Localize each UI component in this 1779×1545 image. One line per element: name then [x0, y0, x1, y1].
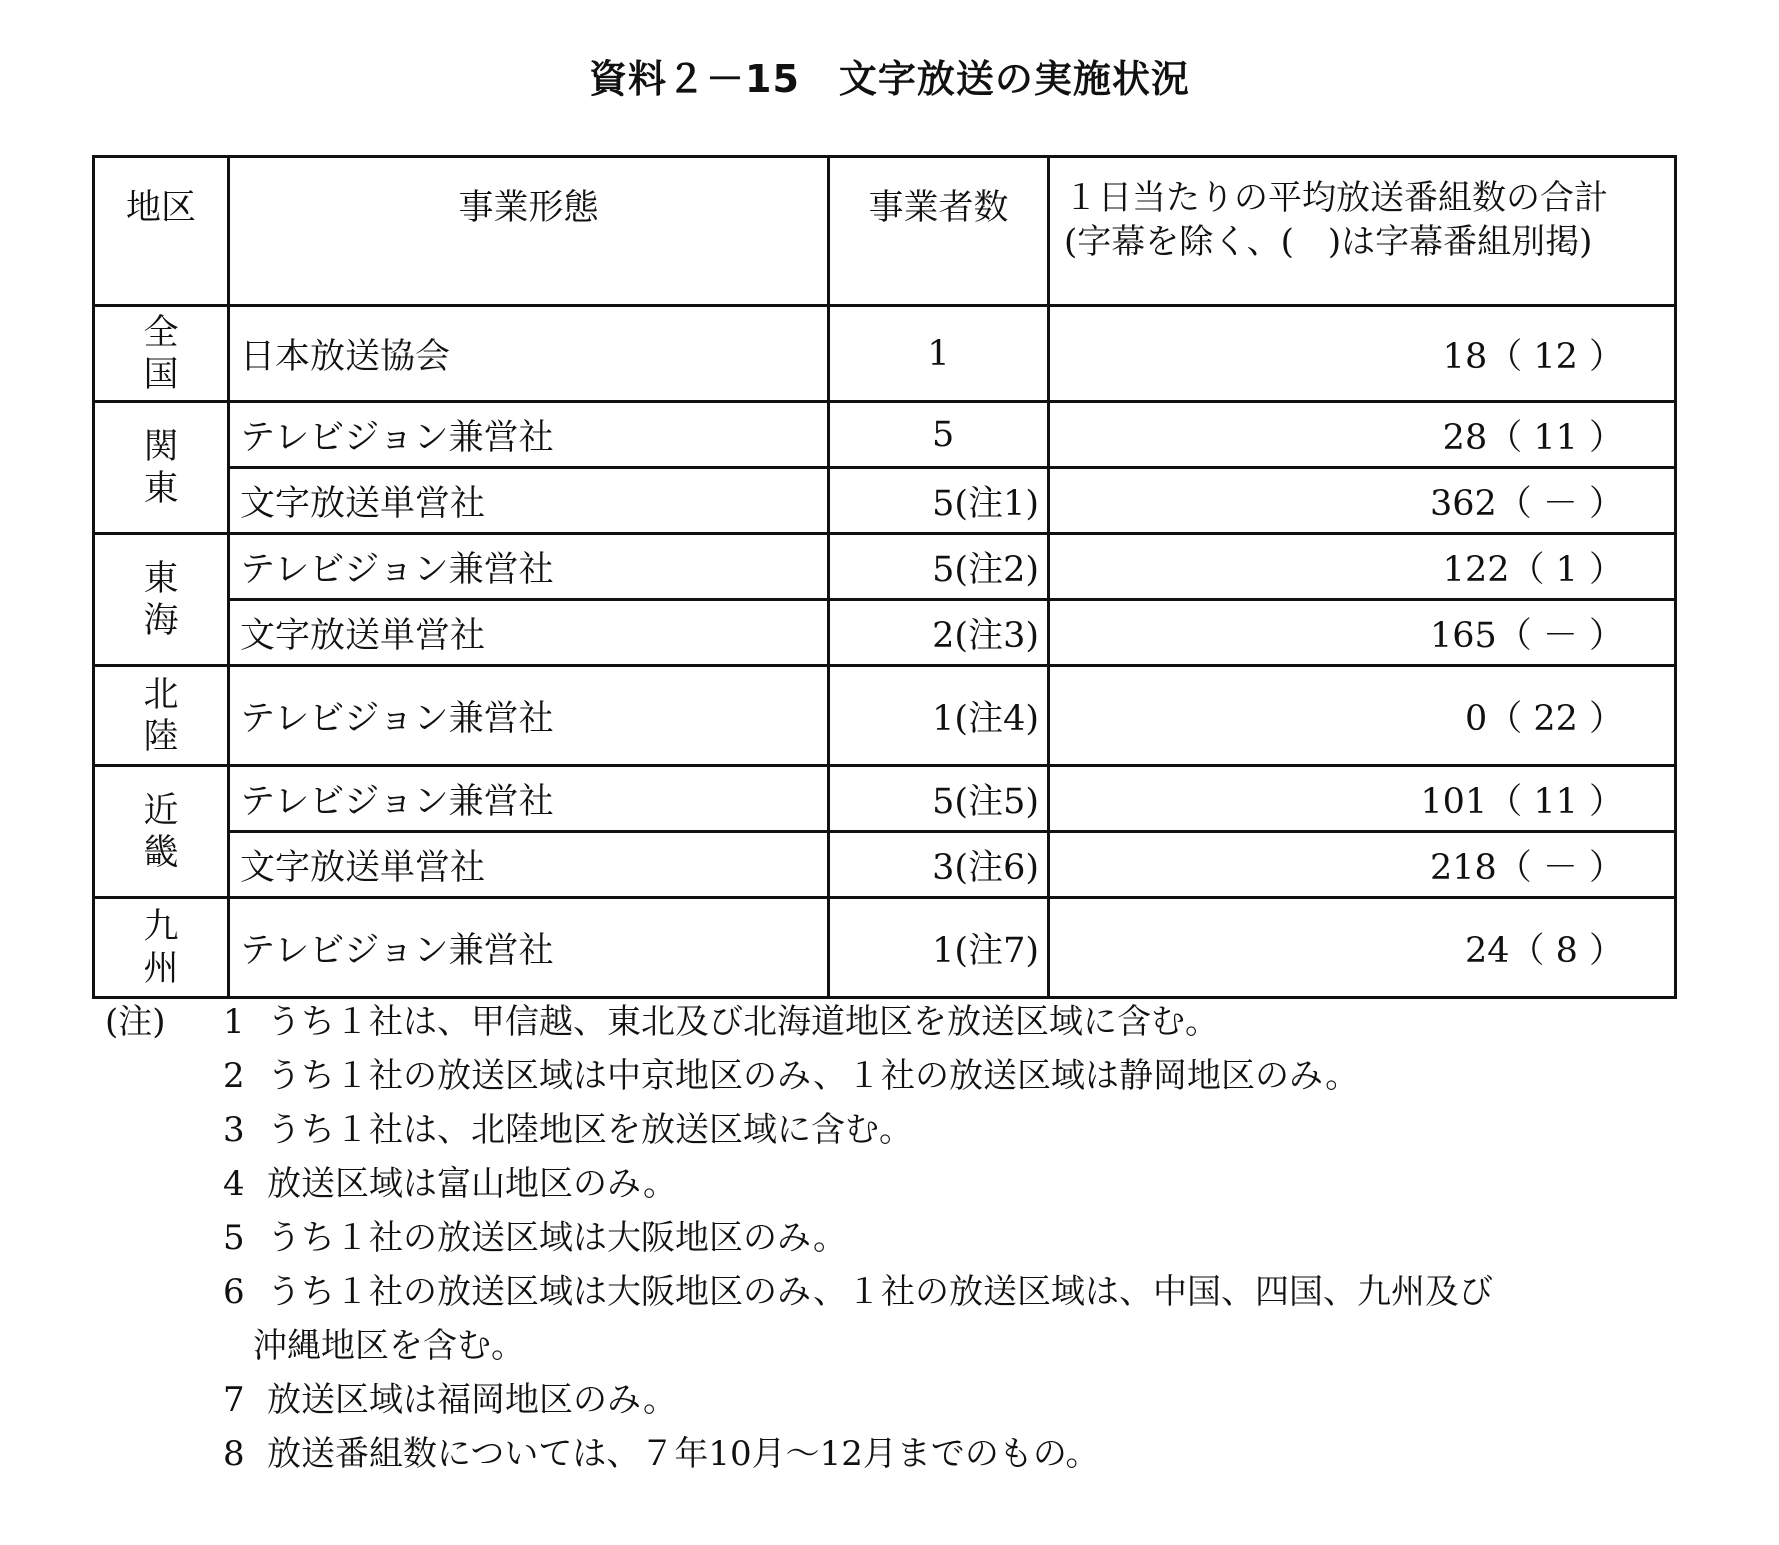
note-item	[223, 1265, 1663, 1319]
note-number: 5	[223, 1218, 245, 1258]
note-number: 2	[223, 1056, 245, 1096]
note-item	[223, 1427, 1663, 1481]
type-cell: テレビジョン兼営社	[229, 402, 829, 468]
note-text: うち１社の放送区域は大阪地区のみ。	[267, 1218, 848, 1258]
table-row	[94, 402, 1676, 468]
note-item	[223, 1211, 1663, 1265]
note-item	[223, 1103, 1663, 1157]
table-row	[94, 534, 1676, 600]
note-continuation	[209, 1319, 1663, 1373]
table-row	[94, 306, 1676, 402]
region-cell	[94, 766, 229, 898]
avg-cell: 362（ － ）	[1049, 468, 1676, 534]
region-cell	[94, 306, 229, 402]
type-cell: テレビジョン兼営社	[229, 898, 829, 998]
region-char: 九	[143, 906, 179, 947]
type-cell: テレビジョン兼営社	[229, 666, 829, 766]
type-cell: 文字放送単営社	[229, 600, 829, 666]
region-cell	[94, 898, 229, 998]
count-cell: 5	[829, 402, 1049, 468]
note-number: 8	[223, 1434, 245, 1474]
header-count: 事業者数	[829, 157, 1049, 306]
avg-cell: 28（ 11 ）	[1049, 402, 1676, 468]
note-item	[223, 1157, 1663, 1211]
note-number: 4	[223, 1164, 245, 1204]
region-char: 関	[143, 426, 179, 467]
note-item	[223, 1373, 1663, 1427]
count-cell: 2(注3)	[829, 600, 1049, 666]
table-row	[94, 600, 1676, 666]
table-row	[94, 468, 1676, 534]
type-cell: 文字放送単営社	[229, 468, 829, 534]
count-cell: 5(注2)	[829, 534, 1049, 600]
region-char: 北	[143, 674, 179, 715]
table-row	[94, 832, 1676, 898]
avg-cell: 24（ 8 ）	[1049, 898, 1676, 998]
region-char: 全	[143, 312, 179, 353]
avg-cell: 122（ 1 ）	[1049, 534, 1676, 600]
note-text: 沖縄地区を含む。	[253, 1326, 525, 1366]
region-char: 国	[143, 354, 179, 395]
region-char: 東	[143, 468, 179, 509]
region-char: 東	[143, 558, 179, 599]
count-cell: 5(注5)	[829, 766, 1049, 832]
avg-cell: 0（ 22 ）	[1049, 666, 1676, 766]
table-header-row	[94, 157, 1676, 306]
region-char: 州	[143, 948, 179, 989]
note-text: 放送区域は富山地区のみ。	[267, 1164, 678, 1204]
note-number: 7	[223, 1380, 245, 1420]
region-char: 海	[143, 600, 179, 641]
note-text: うち１社は、甲信越、東北及び北海道地区を放送区域に含む。	[267, 1002, 1219, 1042]
count-cell: 5(注1)	[829, 468, 1049, 534]
avg-cell: 18（ 12 ）	[1049, 306, 1676, 402]
note-item	[223, 995, 1663, 1049]
type-cell: テレビジョン兼営社	[229, 534, 829, 600]
type-cell: 文字放送単営社	[229, 832, 829, 898]
type-cell: 日本放送協会	[229, 306, 829, 402]
region-char: 近	[143, 790, 179, 831]
avg-cell: 165（ － ）	[1049, 600, 1676, 666]
table-row	[94, 666, 1676, 766]
region-char: 陸	[143, 716, 179, 757]
note-number	[209, 1319, 253, 1373]
count-cell: 1(注4)	[829, 666, 1049, 766]
table-row	[94, 766, 1676, 832]
region-cell	[94, 666, 229, 766]
note-number: 6	[223, 1272, 245, 1312]
note-text: うち１社の放送区域は中京地区のみ、１社の放送区域は静岡地区のみ。	[267, 1056, 1360, 1096]
note-number: 3	[223, 1110, 245, 1150]
note-item	[223, 1049, 1663, 1103]
count-cell: 1(注7)	[829, 898, 1049, 998]
note-number: 1	[223, 1002, 245, 1042]
notes-list	[223, 995, 1663, 1481]
note-text: 放送番組数については、７年10月～12月までのもの。	[267, 1434, 1100, 1474]
note-text: うち１社の放送区域は大阪地区のみ、１社の放送区域は、中国、四国、九州及び	[267, 1272, 1494, 1312]
count-cell: 1	[829, 306, 1049, 402]
avg-cell: 101（ 11 ）	[1049, 766, 1676, 832]
notes-heading: (注)	[105, 1002, 166, 1042]
region-cell	[94, 402, 229, 534]
type-cell: テレビジョン兼営社	[229, 766, 829, 832]
note-text: 放送区域は福岡地区のみ。	[267, 1380, 678, 1420]
broadcast-table	[92, 155, 1677, 999]
table-row	[94, 898, 1676, 998]
avg-cell: 218（ － ）	[1049, 832, 1676, 898]
count-cell: 3(注6)	[829, 832, 1049, 898]
header-type: 事業形態	[229, 157, 829, 306]
region-cell	[94, 534, 229, 666]
document-title: 資料２－15 文字放送の実施状況	[589, 57, 1190, 101]
header-avg: １日当たりの平均放送番組数の合計 (字幕を除く、( )は字幕番組別掲)	[1049, 157, 1676, 306]
region-char: 畿	[143, 832, 179, 873]
note-text: うち１社は、北陸地区を放送区域に含む。	[267, 1110, 913, 1150]
header-region: 地区	[94, 157, 229, 306]
